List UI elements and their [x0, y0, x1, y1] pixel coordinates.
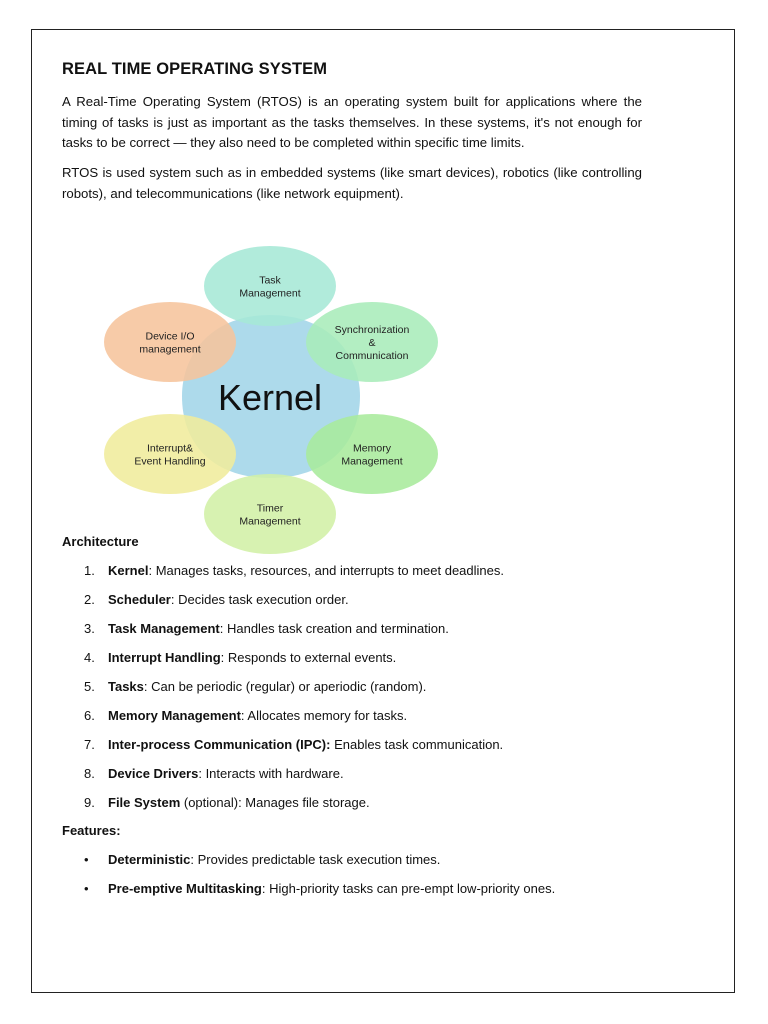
- usage-paragraph: RTOS is used system such as in embedded systems (like smart devices), robotics (like controlling robots), and telecommunications (like network equipment).: [62, 165, 642, 201]
- item-term: Tasks: [108, 679, 144, 694]
- device-io-label: management: [139, 343, 201, 356]
- item-description: (optional): Manages file storage.: [180, 795, 370, 810]
- architecture-list: [62, 562, 504, 823]
- item-term: File System: [108, 795, 181, 810]
- memory-management-label: Management: [341, 455, 403, 468]
- item-term: Device Drivers: [108, 766, 199, 781]
- task-management-label: Task: [259, 274, 281, 287]
- list-number: 2.: [84, 592, 95, 607]
- intro-paragraph: A Real-Time Operating System (RTOS) is an operating system built for applications where the timing of tasks is just as important as the tasks themselves. In these systems, it's not enough for tasks to be correct — they also need to be completed within specific time limits.: [62, 94, 642, 150]
- timer-management-label: Timer: [256, 502, 284, 515]
- bullet-icon: •: [84, 852, 89, 867]
- sync-communication-label: &: [368, 337, 376, 349]
- item-term: Deterministic: [108, 852, 191, 867]
- task-management-label: Management: [239, 287, 301, 300]
- timer-management-label: Management: [239, 515, 301, 528]
- sync-communication-label: Communication: [335, 350, 409, 362]
- item-term: Task Management: [108, 621, 220, 636]
- feature-item: [62, 851, 555, 880]
- bullet-icon: •: [84, 881, 89, 896]
- item-description: : Can be periodic (regular) or aperiodic (random).: [143, 679, 427, 694]
- architecture-item: [62, 562, 504, 591]
- architecture-item: [62, 620, 504, 649]
- interrupt-event-label: Interrupt&: [146, 442, 194, 455]
- list-number: 3.: [84, 621, 95, 636]
- sync-communication-label: Synchronization: [334, 324, 410, 336]
- architecture-item: [62, 707, 504, 736]
- item-description: : Decides task execution order.: [170, 592, 349, 607]
- item-term: Kernel: [108, 563, 149, 578]
- kernel-label: Kernel: [217, 377, 323, 418]
- item-term: Inter-process Communication (IPC):: [108, 737, 331, 752]
- architecture-item: [62, 678, 504, 707]
- item-description: Enables task communication.: [330, 737, 504, 752]
- item-description: : Handles task creation and termination.: [219, 621, 449, 636]
- list-number: 9.: [84, 795, 95, 810]
- device-io-label: Device I/O: [145, 330, 195, 343]
- item-description: : High-priority tasks can pre-empt low-priority ones.: [261, 881, 556, 896]
- item-description: : Manages tasks, resources, and interrupts to meet deadlines.: [148, 563, 504, 578]
- list-number: 5.: [84, 679, 95, 694]
- item-term: Pre-emptive Multitasking: [108, 881, 262, 896]
- item-description: : Interacts with hardware.: [198, 766, 344, 781]
- item-term: Memory Management: [108, 708, 241, 723]
- kernel-diagram: [70, 216, 450, 556]
- architecture-item: [62, 736, 504, 765]
- item-description: : Provides predictable task execution times.: [190, 852, 441, 867]
- feature-item: [62, 880, 555, 909]
- architecture-item: [62, 794, 504, 823]
- architecture-heading: Architecture: [62, 534, 139, 549]
- list-number: 1.: [84, 563, 95, 578]
- list-number: 8.: [84, 766, 95, 781]
- item-description: : Responds to external events.: [220, 650, 397, 665]
- architecture-item: [62, 591, 504, 620]
- interrupt-event-label: Event Handling: [134, 455, 206, 468]
- item-term: Interrupt Handling: [108, 650, 221, 665]
- architecture-item: [62, 765, 504, 794]
- architecture-item: [62, 649, 504, 678]
- document-title: REAL TIME OPERATING SYSTEM: [62, 60, 328, 78]
- features-heading: Features:: [62, 823, 121, 838]
- memory-management-label: Memory: [353, 442, 391, 455]
- item-description: : Allocates memory for tasks.: [240, 708, 408, 723]
- features-list: [62, 851, 555, 909]
- list-number: 4.: [84, 650, 95, 665]
- list-number: 7.: [84, 737, 95, 752]
- item-term: Scheduler: [108, 592, 171, 607]
- list-number: 6.: [84, 708, 95, 723]
